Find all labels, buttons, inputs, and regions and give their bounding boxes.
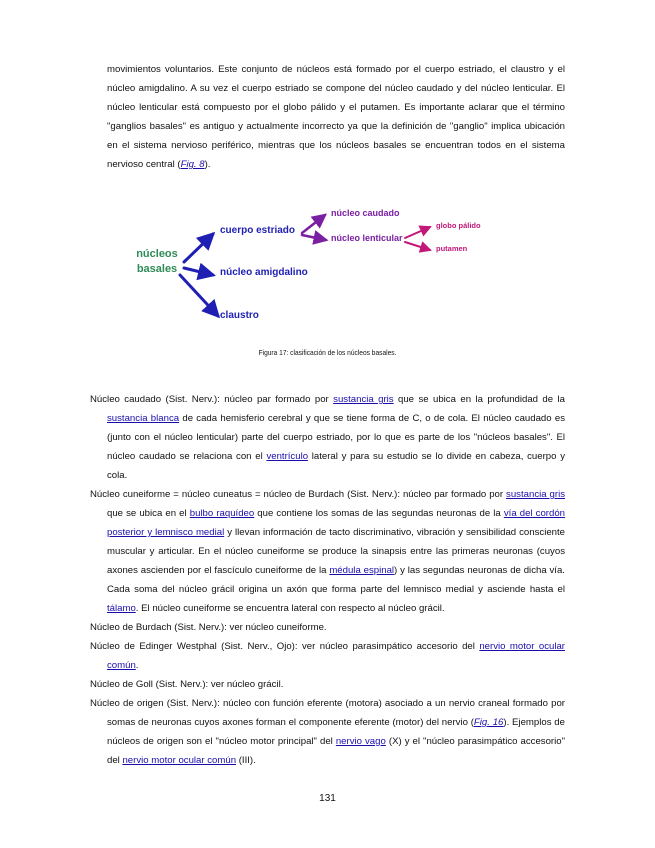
claustro-label: claustro	[220, 310, 259, 321]
entry-text: que se ubica en la profundidad de la	[393, 394, 565, 405]
basal-nuclei-diagram	[120, 200, 520, 330]
nucleo-caudado-label: núcleo caudado	[331, 208, 400, 218]
via-cordon-posterior-link[interactable]: vía del cordón posterior y lemnisco medial	[107, 508, 566, 538]
sustancia-gris-link[interactable]: sustancia gris	[506, 489, 566, 500]
nucleo-lenticular-label: núcleo lenticular	[331, 233, 403, 243]
entry-text: Núcleo de origen (Sist. Nerv.): núcleo con función eferente (motora) asociado a un nervio craneal formado por somas de neuronas cuyos axones forman el componente eferente (motor) del nervio (	[90, 698, 565, 728]
entry-nucleo-caudado	[90, 390, 565, 485]
figure-caption: Figura 17: clasificación de los núcleos basales.	[258, 348, 397, 357]
entry-text: Núcleo cuneiforme = núcleo cuneatus = núcleo de Burdach (Sist. Nerv.): núcleo par formado por	[90, 489, 507, 500]
root-label-line1: núcleos	[136, 248, 178, 260]
entry-text: ). Ejemplos de núcleos de origen son el "núcleo motor principal" del	[107, 717, 565, 747]
medula-espinal-link[interactable]: médula espinal	[329, 565, 395, 576]
sustancia-gris-link[interactable]: sustancia gris	[333, 394, 394, 405]
nervio-motor-ocular-comun-link[interactable]: nervio motor ocular común	[122, 755, 237, 766]
bulbo-raquideo-link[interactable]: bulbo raquídeo	[189, 508, 255, 519]
entry-nucleo-burdach: Núcleo de Burdach (Sist. Nerv.): ver núcleo cuneiforme.	[90, 622, 327, 633]
level2-arrows	[302, 215, 326, 240]
entry-text: Núcleo de Edinger Westphal (Sist. Nerv., Ojo): ver núcleo parasimpático accesorio del	[90, 641, 480, 652]
entry-text: Núcleo caudado (Sist. Nerv.): núcleo par formado por	[90, 394, 334, 405]
nucleo-amigdalino-label: núcleo amigdalino	[220, 267, 308, 278]
entry-nucleo-origen	[90, 694, 565, 770]
nervio-motor-ocular-comun-link[interactable]: nervio motor ocular común	[107, 641, 565, 671]
level1-arrows	[180, 234, 218, 316]
entry-text: ) y las segundas neuronas de dicha vía. Cada soma del núcleo grácil origina un axón que forma parte del lemnisco medial y asciende hasta el	[107, 565, 565, 595]
page-number: 131	[319, 793, 336, 804]
putamen-label: putamen	[436, 244, 468, 253]
talamo-link[interactable]: tálamo	[107, 603, 136, 614]
root-label	[135, 247, 179, 277]
glossary-entries	[90, 390, 565, 770]
cuerpo-estriado-label: cuerpo estriado	[220, 225, 296, 236]
entry-nucleo-cuneiforme	[90, 485, 565, 618]
entry-text: que contiene los somas de las segundas neuronas de la	[254, 508, 504, 519]
intro-text: movimientos voluntarios. Este conjunto de núcleos está formado por el cuerpo estriado, el claustro y el núcleo amigdalino. A su vez el cuerpo estriado se compone del núcleo caudado y del núcleo lenticular. El núcleo lenticular está compuesto por el globo pálido y el putamen. Es importante aclarar que el término "ganglios basales" es antiguo y actualmente incorrecto ya que la definición de "ganglio" implica ubicación en el sistema nervioso periférico, mientras que los núcleos basales se encuentran todos en el sistema nervioso central (	[107, 64, 565, 170]
entry-nucleo-edinger-westphal	[90, 637, 565, 675]
level3-arrows	[405, 227, 430, 250]
entry-text: y llevan información de tacto discriminativo, vibración y sensibilidad consciente muscular y articular. En el núcleo cuneiforme se produce la sinapsis entre las primeras neuronas (cuyos axones ascienden por el fascículo cuneiforme de la	[107, 527, 565, 576]
fig-8-link[interactable]: Fig. 8	[180, 159, 205, 170]
globo-palido-label: globo pálido	[436, 221, 481, 230]
intro-text-end: ).	[204, 159, 211, 170]
root-label-line2: basales	[136, 263, 178, 275]
entry-nucleo-goll: Núcleo de Goll (Sist. Nerv.): ver núcleo grácil.	[90, 679, 284, 690]
ventriculo-link[interactable]: ventrículo	[266, 451, 309, 462]
entry-text: de cada hemisferio cerebral y que se tiene forma de C, o de cola. El núcleo caudado es (junto con el núcleo lenticular) parte del cuerpo estriado, por lo que es parte de los "núcleos basales". El núcleo caudado se relaciona con el	[107, 413, 565, 462]
intro-paragraph	[107, 60, 565, 174]
entry-text: . El núcleo cuneiforme se encuentra lateral con respecto al núcleo grácil.	[135, 603, 445, 614]
entry-text: .	[135, 660, 139, 671]
nervio-vago-link[interactable]: nervio vago	[335, 736, 386, 747]
entry-text: lateral y para su estudio se lo divide en cabeza, cuerpo y cola.	[107, 451, 565, 481]
entry-text: (X) y el "núcleo parasimpático accesorio" del	[107, 736, 565, 766]
diagram-arrows	[120, 200, 520, 330]
entry-text: que se ubica en el	[107, 508, 190, 519]
entry-text: (III).	[236, 755, 256, 766]
fig-16-link[interactable]: Fig. 16	[473, 717, 504, 728]
sustancia-blanca-link[interactable]: sustancia blanca	[107, 413, 180, 424]
